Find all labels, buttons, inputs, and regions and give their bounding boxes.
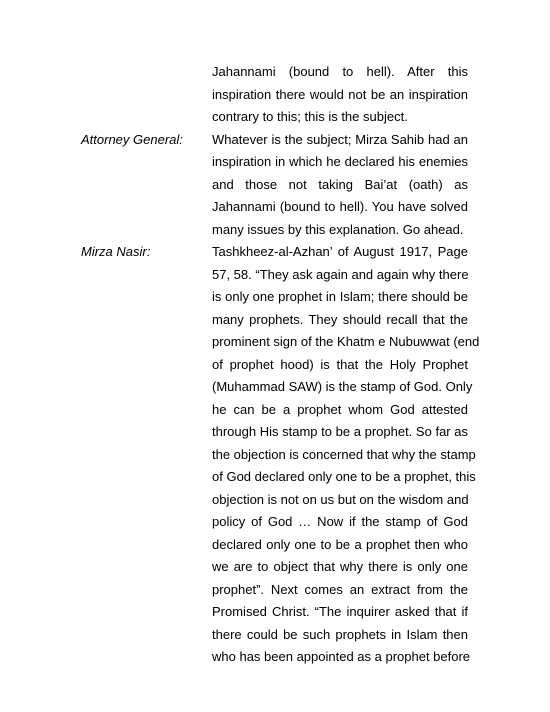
text-line: 57, 58. “They ask again and again why there [212, 266, 469, 282]
transcript-entry [81, 129, 468, 242]
text-line: Promised Christ. “The inquirer asked that if [212, 604, 468, 619]
text-line: he can be a prophet whom God attested [212, 401, 468, 417]
transcript-entry [81, 241, 480, 671]
text-line: Jahannami (bound to hell). You have solved [212, 199, 468, 214]
text-line: and those not taking Bai’at (oath) as [212, 176, 468, 192]
entry-text [212, 241, 480, 669]
text-line: contrary to this; this is the subject. [212, 109, 408, 124]
text-line: inspiration in which he declared his enemies [212, 154, 468, 169]
text-line: we are to object that why there is only one [212, 559, 468, 574]
text-line: Jahannami (bound to hell). After this [212, 64, 468, 79]
text-line: prophet”. Next comes an extract from the [212, 581, 468, 597]
text-line: is only one prophet in Islam; there should be [212, 289, 468, 304]
text-line: the objection is concerned that why the stamp [212, 446, 476, 462]
entry-text [212, 61, 468, 129]
text-line: of God declared only one to be a prophet, this [212, 469, 476, 484]
text-line: many prophets. They should recall that the [212, 311, 468, 327]
speaker-label: Mirza Nasir: [81, 244, 151, 259]
text-line: of prophet hood) is that the Holy Prophet [212, 356, 468, 372]
text-line: (Muhammad SAW) is the stamp of God. Only [212, 379, 473, 394]
text-line: policy of God … Now if the stamp of God [212, 514, 468, 529]
transcript-entry [81, 61, 468, 129]
text-line: Whatever is the subject; Mirza Sahib had an [212, 131, 468, 147]
text-line: declared only one to be a prophet then who [212, 536, 468, 552]
text-line: there could be such prophets in Islam then [212, 626, 468, 642]
text-line: Tashkheez-al-Azhan’ of August 1917, Page [212, 244, 468, 259]
text-line: prominent sign of the Khatm e Nubuwwat (end [212, 334, 480, 349]
text-line: many issues by this explanation. Go ahead. [212, 221, 464, 237]
speaker-label: Attorney General: [81, 131, 183, 147]
entry-text [212, 129, 468, 242]
text-line: inspiration there would not be an inspiration [212, 86, 468, 102]
text-line: who has been appointed as a prophet before [212, 649, 471, 664]
text-line: through His stamp to be a prophet. So far as [212, 424, 468, 439]
text-line: objection is not on us but on the wisdom and [212, 491, 469, 507]
